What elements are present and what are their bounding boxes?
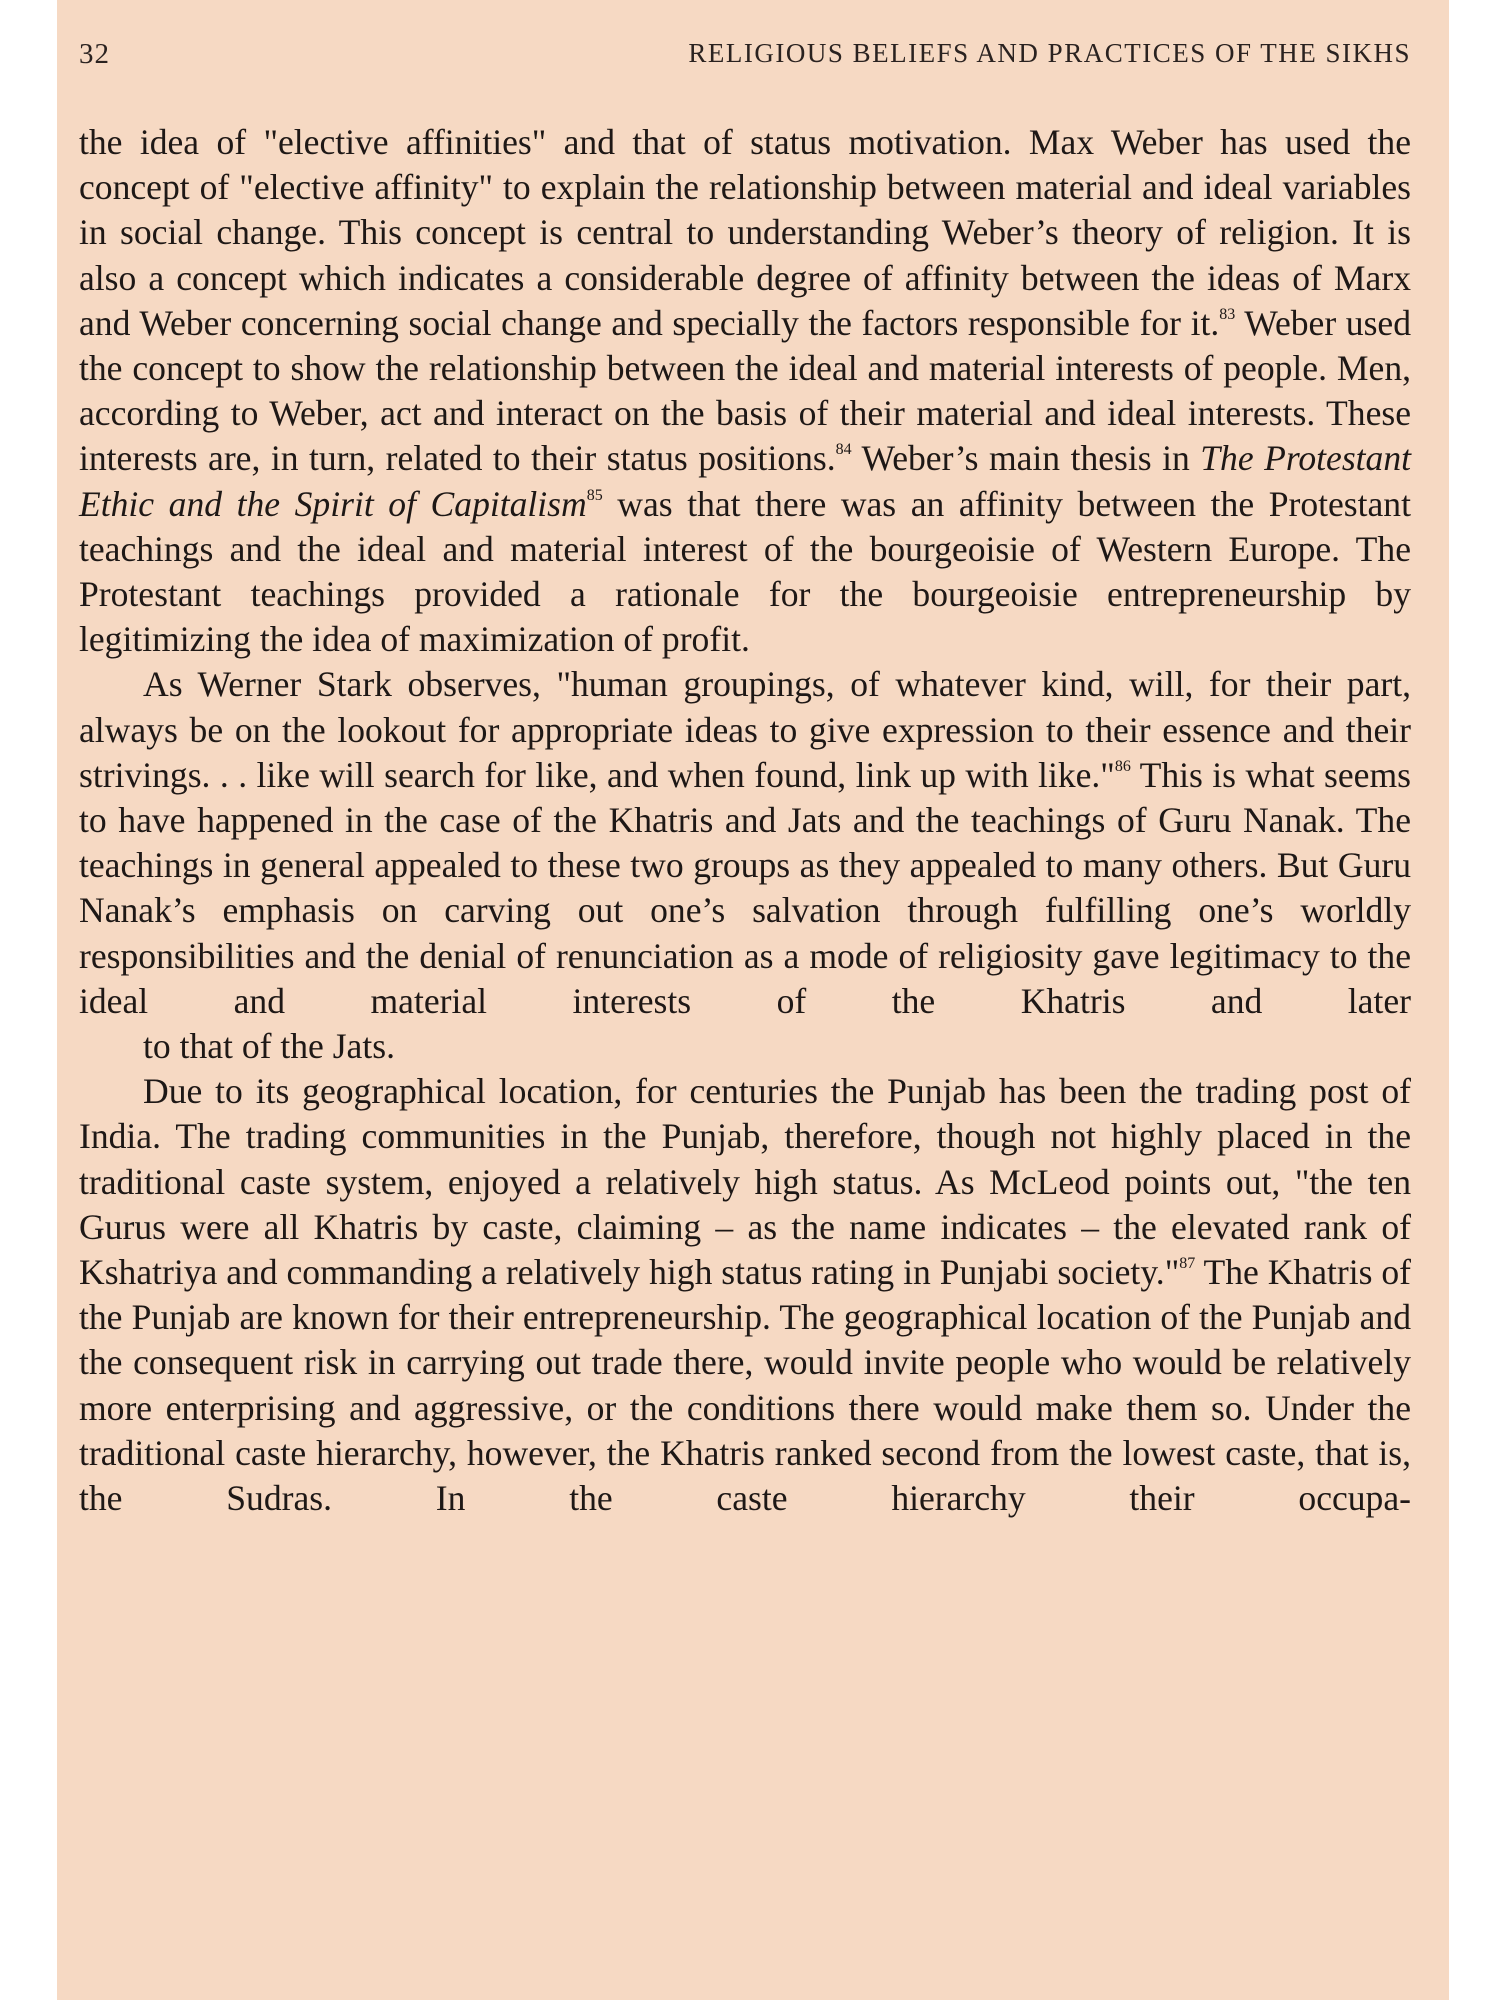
text-run: The Khatris of the Punjab are known for their entrepreneurship. The geographical location of the Punjab and the consequent risk in carrying out trade there, would invite people who would be relatively more enterprising and aggressive, or the conditions there would make them so. Under the traditional caste hierarchy, however, the Khatris ranked second from the lowest caste, that is, the Sudras. In the caste hierarchy their occupa- (79, 1252, 1411, 1519)
paragraph (79, 662, 1411, 1069)
footnote-ref: 85 (586, 486, 603, 504)
text-run: As Werner Stark observes, "human groupings, of whatever kind, will, for their part, always be on the lookout for appropriate ideas to give expression to their essence and their strivings. . . like will search for like, and when found, link up with like." (79, 664, 1411, 795)
text-run: Weber used the concept to show the relationship between the ideal and material interests of people. Men, according to Weber, act and interact on the basis of their material and ideal interests. These interests are, in turn, related to their status positions. (79, 302, 1412, 479)
footnote-ref: 87 (1179, 1255, 1196, 1273)
text-run: was that there was an affinity between the Protestant teachings and the ideal and material interest of the bourgeoisie of Western Europe. The Protestant teachings provided a rationale for the bourgeoisie entrepreneurship by (79, 483, 1411, 615)
text-run: the idea of "elective affinities" and that of status motivation. Max Weber has used the concept of "elective affinity" to explain the relationship between material and ideal variables in social change. This concept is central to understanding Weber’s theory of religion. It is also a concept which indicates a considerable degree of affinity between the ideas of Marx and Weber concerning social change and specially the factors responsible for it. (79, 122, 1411, 343)
paragraph (79, 120, 1411, 662)
page-number: 32 (79, 38, 110, 70)
text-run: This is what seems to have happened in the case of the Khatris and Jats and the teachings of Guru Nanak. The teachings in general appealed to these two groups as they appealed to many others. But Guru Nanak’s emphasis on carving out one’s salvation through fulfilling one’s worldly responsibilities and the denial of renunciation as a mode of religiosity gave legitimacy to the ideal and material interests of the Khatris and later (79, 754, 1411, 1021)
paragraph-last-line: to that of the Jats. (143, 1026, 395, 1067)
paragraph-last-line: legitimizing the idea of maximization of profit. (79, 619, 750, 660)
text-run: Due to its geographical location, for centuries the Punjab has been the trading post of India. The trading communities in the Punjab, therefore, though not highly placed in the traditional caste system, enjoyed a relatively high status. As McLeod points out, "the ten Gurus were all Khatris by caste, claiming – as the name indicates – the elevated rank of Kshatriya and commanding a relatively high status rating in Punjabi society." (79, 1071, 1411, 1293)
running-title: RELIGIOUS BELIEFS AND PRACTICES OF THE SIKHS (688, 38, 1411, 68)
book-title: The Protestant Ethic and the Spirit of Capitalism (79, 438, 1412, 524)
book-page (57, 0, 1449, 2000)
paragraph (79, 1069, 1411, 1521)
footnote-ref: 83 (1219, 305, 1236, 323)
footnote-ref: 84 (835, 441, 852, 459)
page-header (79, 38, 1411, 78)
body-text (79, 120, 1411, 1521)
footnote-ref: 86 (1114, 757, 1131, 775)
text-run: Weber’s main thesis in (851, 438, 1201, 479)
